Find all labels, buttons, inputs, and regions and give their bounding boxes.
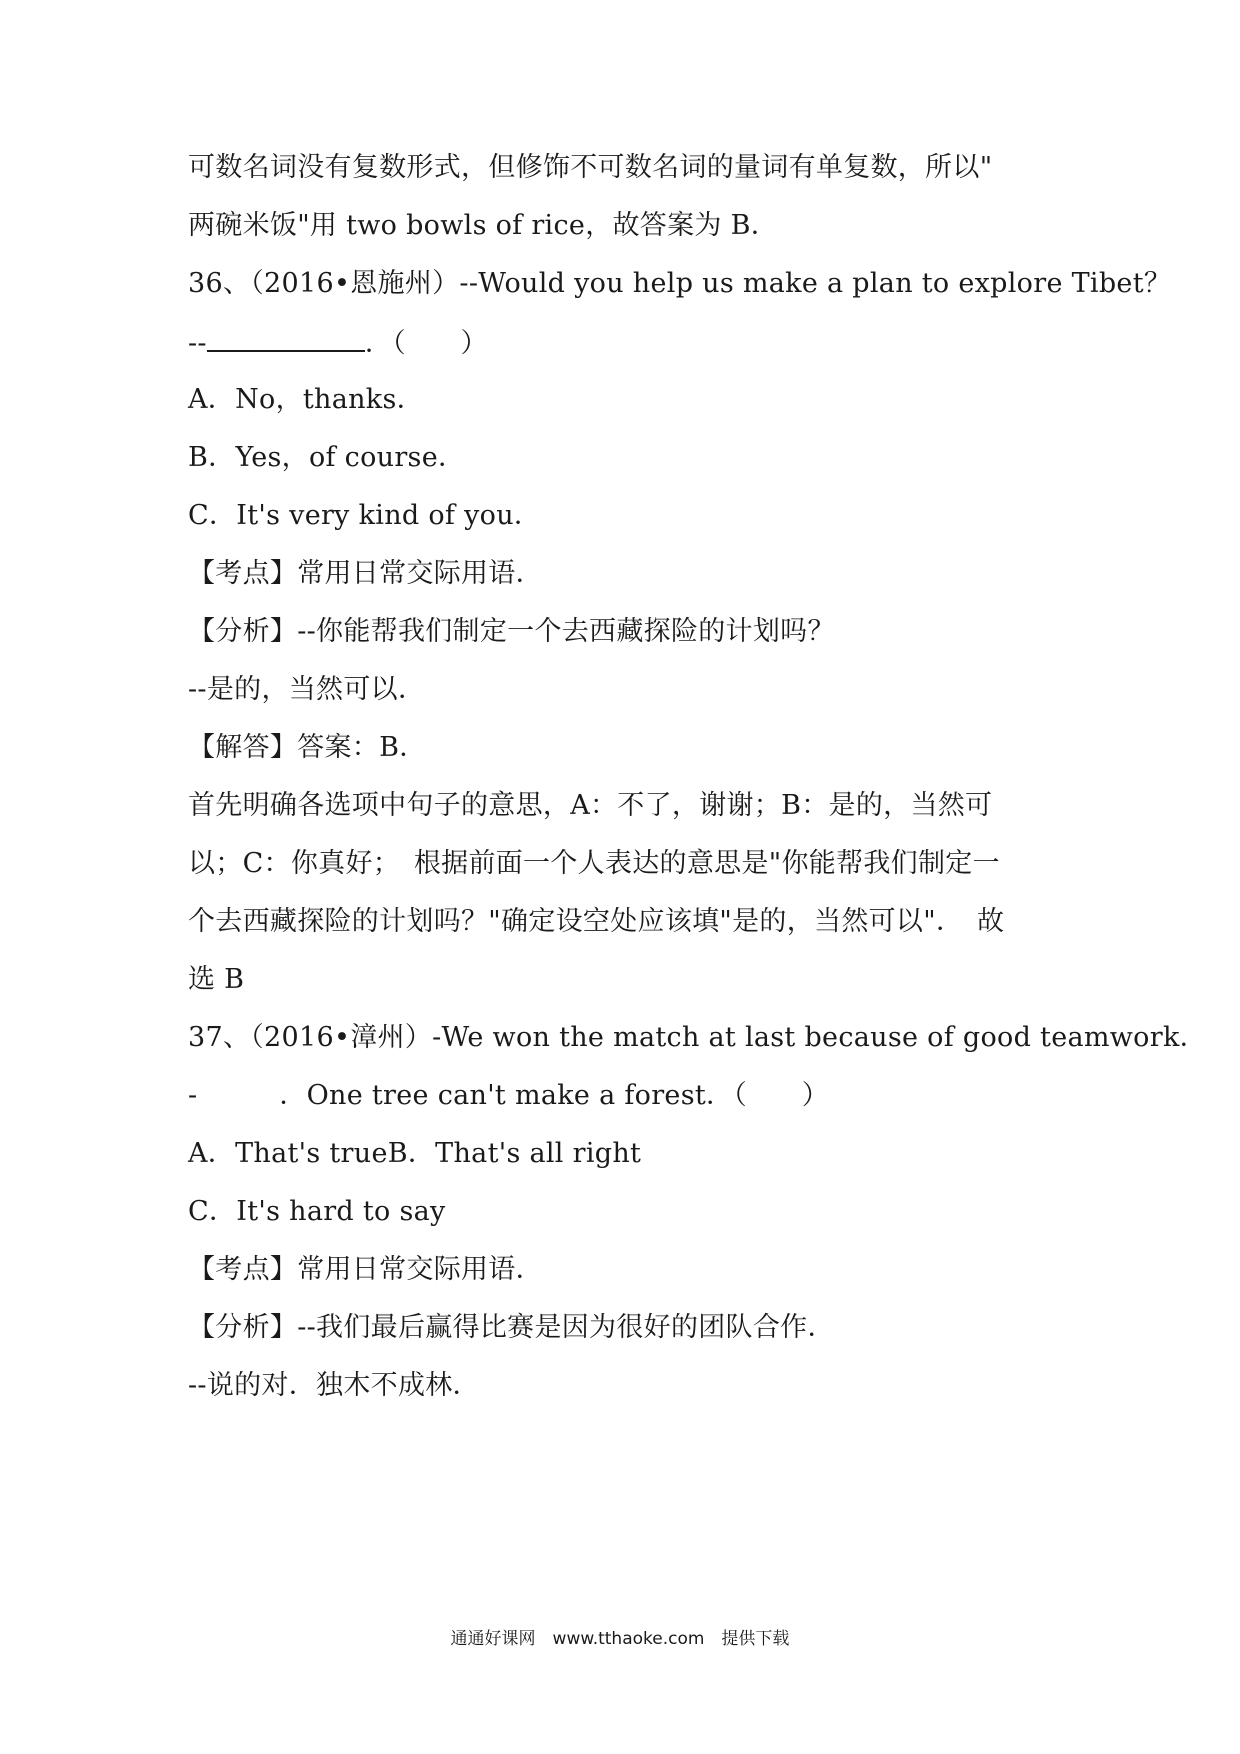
fenxi-line: 【分析】--你能帮我们制定一个去西藏探险的计划吗？: [188, 616, 835, 647]
kaodian-line: 【考点】常用日常交际用语．: [188, 558, 543, 589]
option-c: C．It's hard to say: [188, 1196, 446, 1227]
explanation-line: 个去西藏探险的计划吗？"确定设空处应该填"是的，当然可以"． 故: [188, 906, 1005, 937]
option-b: B．Yes，of course．: [188, 442, 466, 473]
text-line: 可数名词没有复数形式，但修饰不可数名词的量词有单复数，所以": [188, 152, 993, 183]
option-a: A．No，thanks．: [188, 384, 424, 415]
text-line: --说的对．独木不成林．: [188, 1370, 480, 1401]
text-line: --是的，当然可以．: [188, 674, 426, 705]
question-37-stem: 37、（2016•漳州）-We won the match at last because of good teamwork．: [188, 1022, 1207, 1053]
dash-prefix: --: [188, 328, 207, 359]
jieda-line: 【解答】答案：B．: [188, 732, 427, 763]
kaodian-line: 【考点】常用日常交际用语．: [188, 1254, 543, 1285]
fenxi-line: 【分析】--我们最后赢得比赛是因为很好的团队合作．: [188, 1312, 835, 1343]
explanation-line: 首先明确各选项中句子的意思，A：不了，谢谢；B：是的，当然可: [188, 790, 993, 821]
question-37-blank-line: - ．One tree can't make a forest．（ ）: [188, 1080, 830, 1111]
explanation-line: 以；C：你真好； 根据前面一个人表达的意思是"你能帮我们制定一: [188, 848, 1000, 879]
blank-suffix: ．（ ）: [364, 328, 488, 359]
question-36-stem: 36、（2016•恩施州）--Would you help us make a plan to explore Tibet？: [188, 268, 1172, 299]
answer-blank: [207, 322, 365, 352]
option-a-b: A．That's trueB．That's all right: [188, 1138, 642, 1169]
text-line: 两碗米饭"用 two bowls of rice，故答案为 B．: [188, 210, 779, 241]
option-c: C．It's very kind of you．: [188, 500, 542, 531]
page-footer: 通通好课网 www.tthaoke.com 提供下载: [450, 1629, 790, 1649]
question-36-blank-line: [188, 322, 488, 364]
explanation-line: 选 B: [188, 964, 245, 995]
